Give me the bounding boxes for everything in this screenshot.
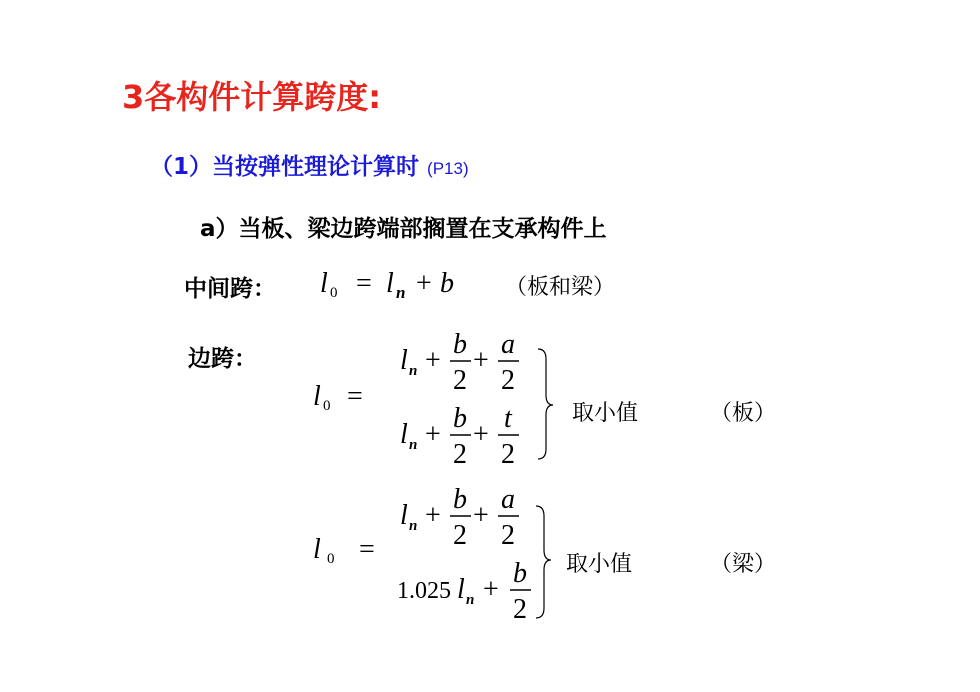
slab-note: （板） — [710, 401, 777, 426]
svg-text:2: 2 — [513, 594, 527, 625]
svg-text:l: l — [400, 419, 408, 450]
subsection-heading: a）当板、梁边跨端部搁置在支承构件上 — [200, 216, 607, 242]
svg-text:0: 0 — [330, 285, 338, 301]
slab-formula — [305, 325, 565, 465]
svg-text:+: + — [473, 419, 489, 450]
beam-formula — [305, 482, 565, 627]
svg-text:0: 0 — [327, 551, 335, 567]
middle-span-formula — [316, 262, 466, 306]
svg-text:n: n — [409, 518, 418, 534]
svg-text:2: 2 — [453, 439, 467, 465]
svg-text:2: 2 — [501, 520, 515, 551]
svg-text:n: n — [396, 283, 406, 302]
middle-span-note: （板和梁） — [505, 275, 616, 300]
svg-text:t: t — [504, 403, 512, 434]
svg-text:0: 0 — [323, 398, 331, 414]
svg-text:l: l — [400, 500, 408, 531]
svg-text:b: b — [453, 329, 467, 360]
svg-text:a: a — [501, 484, 515, 515]
svg-text:b: b — [440, 268, 454, 299]
section-heading — [150, 148, 469, 181]
svg-text:b: b — [513, 558, 527, 589]
svg-text:+: + — [416, 268, 432, 299]
svg-text:l: l — [400, 345, 408, 376]
middle-span-label: 中间跨： — [184, 276, 276, 302]
svg-text:2: 2 — [453, 520, 467, 551]
svg-text:l: l — [313, 381, 321, 412]
svg-text:n: n — [466, 592, 475, 608]
svg-text:+: + — [425, 500, 441, 531]
edge-span-label: 边跨： — [188, 346, 257, 372]
svg-text:a: a — [501, 329, 515, 360]
svg-text:+: + — [425, 419, 441, 450]
svg-text:+: + — [483, 574, 499, 605]
svg-text:1.025: 1.025 — [397, 578, 451, 604]
beam-note: （梁） — [710, 552, 777, 577]
svg-text:l: l — [386, 268, 394, 299]
section-reference: (P13) — [427, 159, 469, 178]
svg-text:n: n — [409, 363, 418, 379]
svg-text:n: n — [409, 437, 418, 453]
svg-text:2: 2 — [501, 439, 515, 465]
svg-text:2: 2 — [501, 365, 515, 396]
slab-take-min: 取小值 — [572, 401, 639, 426]
section-label: （1）当按弹性理论计算时 — [150, 154, 420, 180]
svg-text:l: l — [457, 574, 465, 605]
svg-text:2: 2 — [453, 365, 467, 396]
svg-text:+: + — [473, 345, 489, 376]
svg-text:l: l — [313, 534, 321, 565]
svg-text:+: + — [425, 345, 441, 376]
svg-text:=: = — [356, 268, 372, 299]
svg-text:+: + — [473, 500, 489, 531]
svg-text:b: b — [453, 484, 467, 515]
svg-text:b: b — [453, 403, 467, 434]
svg-text:l: l — [320, 268, 328, 299]
svg-text:=: = — [347, 381, 363, 412]
page-title: 3各构件计算跨度: — [122, 78, 382, 116]
beam-take-min: 取小值 — [566, 552, 633, 577]
svg-text:=: = — [359, 534, 375, 565]
